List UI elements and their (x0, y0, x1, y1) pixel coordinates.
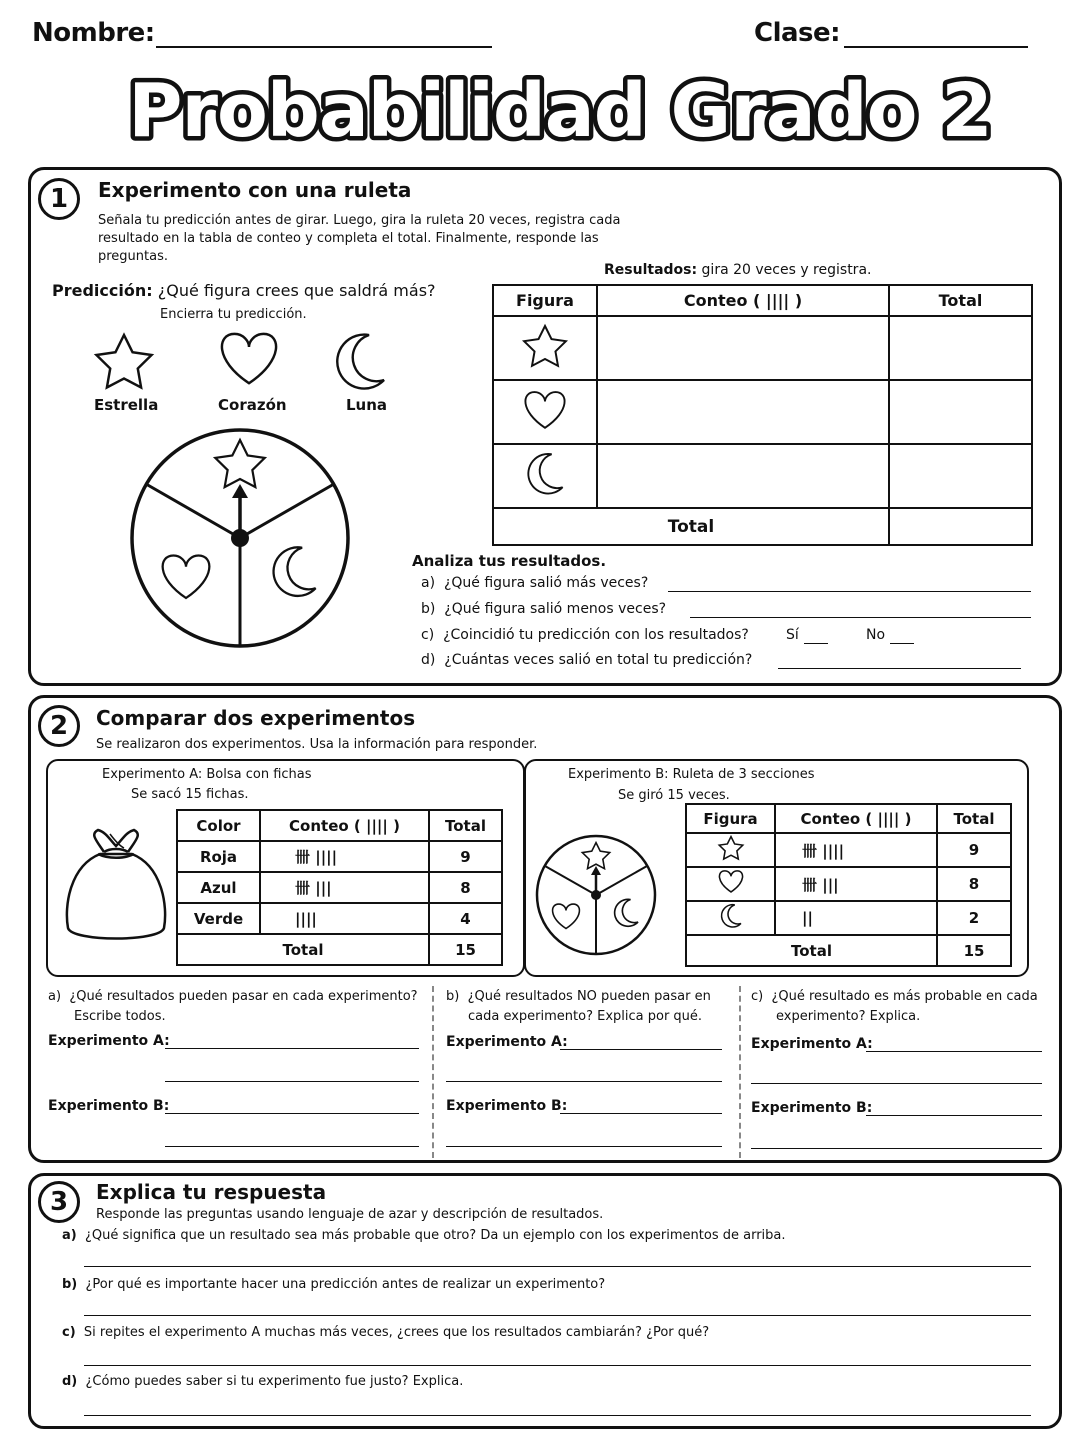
s3-question-a: a) ¿Qué significa que un resultado sea más probable que otro? Da un ejemplo con los experimentos de arriba. (62, 1228, 786, 1243)
mini-spinner (534, 833, 658, 957)
table-row (493, 380, 1032, 444)
table-row (493, 316, 1032, 380)
qa-exp-b-label: Experimento B: (48, 1098, 170, 1114)
qb-exp-a-line[interactable] (560, 1049, 722, 1050)
s3-answer-line-c[interactable] (84, 1365, 1031, 1366)
question-a: a) ¿Qué figura salió más veces? (421, 575, 649, 591)
moon-icon (520, 449, 570, 499)
shape-label-moon: Luna (346, 396, 388, 414)
qa-exp-a-line[interactable] (165, 1048, 419, 1049)
section-2-number: 2 (38, 705, 80, 747)
name-line[interactable] (156, 46, 492, 48)
total-label: Total (686, 935, 937, 966)
prediction-label: Predicción: (52, 281, 153, 300)
heart-icon (520, 385, 570, 435)
tally-cell[interactable] (597, 380, 889, 444)
page-title (90, 66, 1030, 156)
results-text: gira 20 veces y registra. (701, 262, 872, 278)
col-header-figura: Figura (686, 804, 775, 833)
experiment-b-title: Experimento B: Ruleta de 3 secciones (568, 767, 815, 782)
prediction-question: ¿Qué figura crees que saldrá más? (157, 281, 436, 300)
spinner (128, 426, 352, 650)
yes-label: Sí (786, 627, 799, 643)
total-value: 15 (429, 934, 502, 965)
class-line[interactable] (844, 46, 1028, 48)
shape-label-star: Estrella (94, 396, 159, 414)
total-cell[interactable] (889, 380, 1032, 444)
class-label: Clase: (754, 18, 841, 48)
col-header-conteo: Conteo ( |||| ) (597, 285, 889, 316)
s3-question-c: c) Si repites el experimento A muchas más veces, ¿crees que los resultados cambiarán? ¿Por qué? (62, 1325, 710, 1340)
total-value: 15 (937, 935, 1011, 966)
qb-exp-b-line-2[interactable] (446, 1146, 722, 1147)
col-header-figura: Figura (493, 285, 597, 316)
svg-text:Probabilidad Grado 2: Probabilidad Grado 2 (128, 68, 992, 154)
experiment-a-table (176, 809, 503, 966)
results-caption (604, 262, 871, 278)
table-row: Roja 卌 |||| 9 (177, 841, 502, 872)
heart-icon[interactable] (222, 334, 276, 383)
section-3-number: 3 (38, 1181, 80, 1223)
table-row: Azul 卌 ||| 8 (177, 872, 502, 903)
divider (432, 986, 434, 1158)
divider (739, 986, 741, 1158)
col-header-color: Color (177, 810, 260, 841)
total-label: Total (177, 934, 429, 965)
s2-question-c: c) ¿Qué resultado es más probable en cada experimento? Explica. (751, 989, 1038, 1024)
experiment-b-sub: Se giró 15 veces. (618, 788, 730, 803)
total-cell[interactable] (889, 316, 1032, 380)
s3-answer-line-a[interactable] (84, 1266, 1031, 1267)
star-icon[interactable] (96, 335, 151, 387)
heart-icon (716, 868, 746, 896)
qc-exp-a-line[interactable] (866, 1051, 1042, 1052)
qc-exp-a-label: Experimento A: (751, 1036, 873, 1052)
answer-line-d[interactable] (778, 668, 1021, 669)
qb-exp-a-line-2[interactable] (446, 1081, 722, 1082)
col-header-total: Total (937, 804, 1011, 833)
qb-exp-b-line[interactable] (560, 1113, 722, 1114)
experiment-a-title: Experimento A: Bolsa con fichas (102, 767, 312, 782)
moon-icon[interactable] (337, 335, 384, 389)
shape-label-heart: Corazón (218, 396, 287, 414)
table-row: Verde |||| 4 (177, 903, 502, 934)
section-1-title: Experimento con una ruleta (98, 178, 412, 202)
qc-exp-b-label: Experimento B: (751, 1100, 873, 1116)
qc-exp-b-line[interactable] (866, 1115, 1042, 1116)
yes-blank[interactable] (804, 643, 828, 644)
s3-question-b: b) ¿Por qué es importante hacer una predicción antes de realizar un experimento? (62, 1277, 606, 1292)
name-label: Nombre: (32, 18, 155, 48)
grand-total-cell[interactable] (889, 508, 1032, 545)
question-b: b) ¿Qué figura salió menos veces? (421, 601, 667, 617)
analyze-heading: Analiza tus resultados. (412, 552, 607, 570)
section-1-number: 1 (38, 178, 80, 220)
qb-exp-b-label: Experimento B: (446, 1098, 568, 1114)
tally-cell[interactable] (597, 444, 889, 508)
qa-exp-a-line-2[interactable] (165, 1081, 419, 1082)
table-row (493, 444, 1032, 508)
section-3-intro: Responde las preguntas usando lenguaje de azar y descripción de resultados. (96, 1207, 604, 1222)
col-header-conteo: Conteo ( |||| ) (775, 804, 937, 833)
table-row: || 2 (686, 901, 1011, 935)
answer-line-b[interactable] (690, 617, 1031, 618)
table-row: 卌 ||| 8 (686, 867, 1011, 901)
table-row: 卌 |||| 9 (686, 833, 1011, 867)
results-label: Resultados: (604, 262, 698, 278)
no-label: No (866, 627, 886, 643)
prediction-prompt (52, 281, 436, 300)
question-c: c) ¿Coincidió tu predicción con los resultados? (421, 627, 749, 643)
answer-line-a[interactable] (668, 591, 1031, 592)
qa-exp-b-line[interactable] (165, 1113, 419, 1114)
section-2-intro: Se realizaron dos experimentos. Usa la información para responder. (96, 737, 538, 752)
col-header-total: Total (889, 285, 1032, 316)
total-row-label: Total (493, 508, 889, 545)
qa-exp-a-label: Experimento A: (48, 1033, 170, 1049)
qc-exp-b-line-2[interactable] (751, 1148, 1042, 1149)
qc-exp-a-line-2[interactable] (751, 1083, 1042, 1084)
results-table (492, 284, 1033, 546)
s3-answer-line-d[interactable] (84, 1415, 1031, 1416)
total-cell[interactable] (889, 444, 1032, 508)
section-3-title: Explica tu respuesta (96, 1180, 327, 1204)
qb-exp-a-label: Experimento A: (446, 1034, 568, 1050)
bag-icon (60, 826, 172, 948)
no-blank[interactable] (890, 643, 914, 644)
s2-question-a: a) ¿Qué resultados pueden pasar en cada experimento? Escribe todos. (48, 989, 418, 1024)
tally-cell[interactable] (597, 316, 889, 380)
prediction-shapes (88, 326, 408, 396)
s2-question-b: b) ¿Qué resultados NO pueden pasar en cada experimento? Explica por qué. (446, 989, 711, 1024)
question-d: d) ¿Cuántas veces salió en total tu predicción? (421, 652, 753, 668)
experiment-b-table (685, 803, 1012, 967)
moon-icon (716, 902, 746, 930)
circle-hint: Encierra tu predicción. (160, 307, 307, 322)
col-header-conteo: Conteo ( |||| ) (260, 810, 429, 841)
section-2-title: Comparar dos experimentos (96, 706, 416, 730)
star-icon (716, 834, 746, 862)
section-1-intro: Señala tu predicción antes de girar. Luego, gira la ruleta 20 veces, registra cada resultado en la tabla de conteo y completa el total. Finalmente, responde las preguntas. (98, 213, 621, 264)
star-icon (520, 321, 570, 371)
spinner-pin (231, 529, 249, 547)
experiment-a-sub: Se sacó 15 fichas. (131, 787, 249, 802)
qa-exp-b-line-2[interactable] (165, 1146, 419, 1147)
col-header-total: Total (429, 810, 502, 841)
s3-question-d: d) ¿Cómo puedes saber si tu experimento fue justo? Explica. (62, 1374, 464, 1389)
s3-answer-line-b[interactable] (84, 1315, 1031, 1316)
